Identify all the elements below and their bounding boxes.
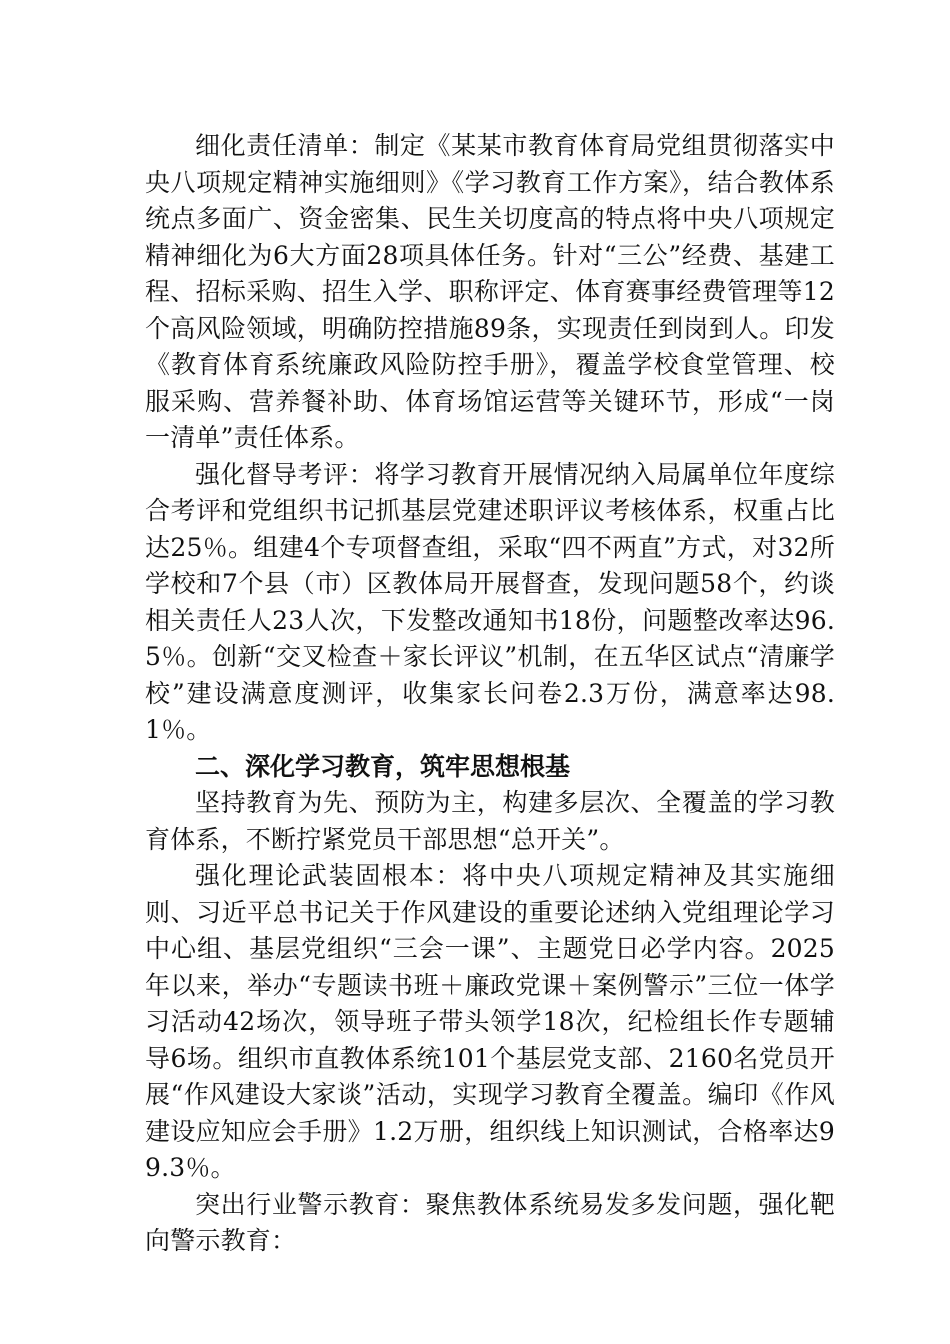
paragraph-theory-study: 强化理论武装固根本：将中央八项规定精神及其实施细则、习近平总书记关于作风建设的重要论述纳入党组理论学习中心组、基层党组织“三会一课”、主题党日必学内容。2025年以来，举办“专题读书班＋廉政党课＋案例警示”三位一体学习活动42场次，领导班子带头领学18次，纪检组长作专题辅导6场。组织市直教体系统101个基层党支部、2160名党员开展“作风建设大家谈”活动，实现学习教育全覆盖。编印《作风建设应知应会手册》1.2万册，组织线上知识测试，合格率达99.3％。: [145, 861, 835, 1182]
paragraph-education-intro: 坚持教育为先、预防为主，构建多层次、全覆盖的学习教育体系，不断拧紧党员干部思想“总开关”。: [145, 788, 835, 854]
paragraph-warning-education: 突出行业警示教育：聚焦教体系统易发多发问题，强化靶向警示教育：: [145, 1189, 835, 1255]
section-heading: 二、深化学习教育，筑牢思想根基: [195, 751, 571, 781]
document-page: [145, 128, 835, 1260]
paragraph-supervision-evaluation: 强化督导考评：将学习教育开展情况纳入局属单位年度综合考评和党组织书记抓基层党建述职评议考核体系，权重占比达25％。组建4个专项督查组，采取“四不两直”方式，对32所学校和7个县（市）区教体局开展督查，发现问题58个，约谈相关责任人23人次，下发整改通知书18份，问题整改率达96.5％。创新“交叉检查＋家长评议”机制，在五华区试点“清廉学校”建设满意度测评，收集家长问卷2.3万份，满意率达98.1％。: [145, 459, 835, 744]
paragraph-responsibility-list: 细化责任清单：制定《某某市教育体育局党组贯彻落实中央八项规定精神实施细则》《学习教育工作方案》，结合教体系统点多面广、资金密集、民生关切度高的特点将中央八项规定精神细化为6大方面28项具体任务。针对“三公”经费、基建工程、招标采购、招生入学、职称评定、体育赛事经费管理等12个高风险领域，明确防控措施89条，实现责任到岗到人。印发《教育体育系统廉政风险防控手册》，覆盖学校食堂管理、校服采购、营养餐补助、体育场馆运营等关键环节，形成“一岗一清单”责任体系。: [145, 131, 835, 452]
